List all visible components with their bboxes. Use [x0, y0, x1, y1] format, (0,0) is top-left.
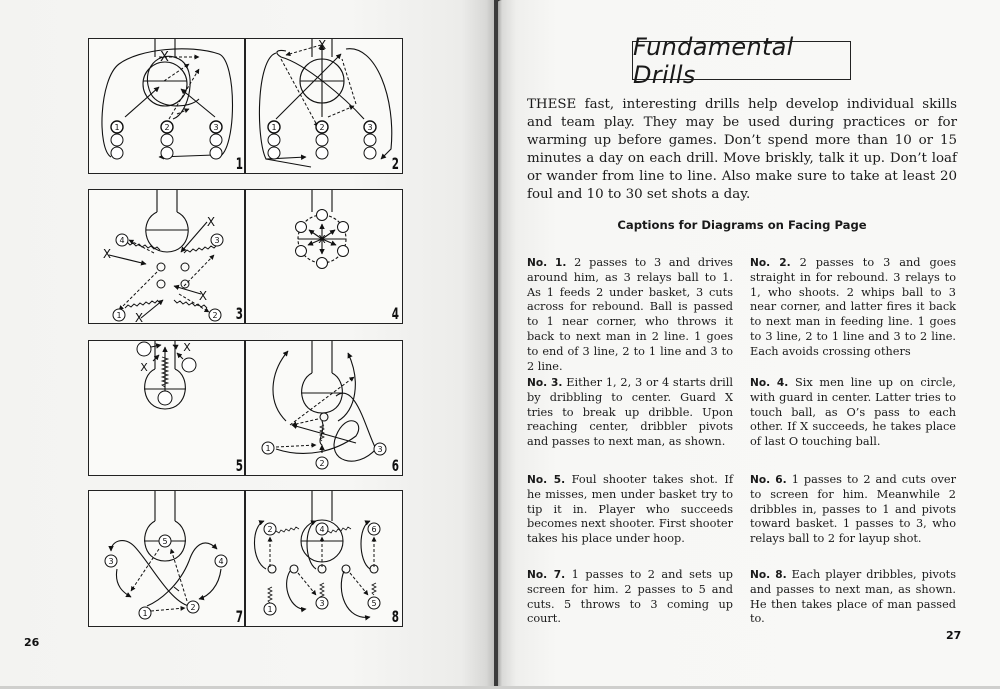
player-3: 3 — [367, 123, 373, 132]
player-2: 2 — [190, 603, 196, 612]
player-3: 3 — [377, 445, 383, 454]
caption-6 — [750, 473, 956, 547]
defender-x: X — [140, 361, 148, 374]
diagram-row-2 — [88, 189, 403, 324]
caption-text: Foul shooter takes shot. If he misses, men under basket try to tip it in. Player who succeeds becomes next shooter. First shooter takes his place under hoop. — [527, 473, 733, 546]
diagram-3-drawing — [89, 190, 245, 323]
diagram-6 — [246, 341, 402, 475]
diagram-4-drawing — [246, 190, 402, 323]
player-3: 3 — [108, 557, 114, 566]
caption-text: 1 passes to 2 and cuts over to screen for him. Meanwhile 2 dribbles in, passes to 1 and pivots toward basket. 1 passes to 3, who relays ball to 2 for layup shot. — [750, 473, 956, 546]
caption-label: No. 5. — [527, 474, 566, 486]
player-3: 3 — [319, 599, 325, 608]
diagram-number: 4 — [391, 304, 399, 323]
caption-4 — [750, 376, 956, 450]
diagram-7 — [89, 491, 245, 626]
diagram-5-drawing — [89, 341, 245, 475]
title-box — [632, 32, 851, 89]
player-1: 1 — [142, 609, 148, 618]
diagram-7-drawing — [89, 491, 245, 626]
player-3: 3 — [214, 236, 220, 245]
caption-text: 2 passes to 3 and drives around him, as 3 relays ball to 1. As 1 feeds 2 under basket, 3 cuts across for rebound. Ball is passed to 1 near corner, who throws it back to next man in 2 line. 1 goes to end of 3 line, 2 to 1 line and 3 to 2 line. — [527, 256, 733, 373]
diagram-number: 7 — [235, 607, 243, 626]
caption-2 — [750, 256, 956, 360]
defender-x: X — [183, 341, 191, 354]
defender-x: X — [102, 247, 112, 261]
player-2: 2 — [319, 123, 325, 132]
caption-label: No. 4. — [750, 377, 789, 389]
player-1: 1 — [116, 311, 122, 320]
caption-label: No. 8. — [750, 569, 787, 581]
caption-text: 1 passes to 2 and sets up screen for him. 2 passes to 5 and cuts. 5 throws to 3 coming up court. — [527, 568, 733, 626]
defender-x: X — [160, 50, 169, 65]
defender-x: X — [318, 39, 327, 52]
diagram-8-drawing — [246, 491, 402, 626]
diagram-row-3 — [88, 340, 403, 476]
player-2: 2 — [212, 311, 218, 320]
player-1: 1 — [265, 444, 271, 453]
player-3: 3 — [213, 123, 219, 132]
caption-8 — [750, 568, 956, 627]
diagram-number: 6 — [391, 456, 399, 475]
caption-label: No. 2. — [750, 257, 791, 269]
defender-x: X — [198, 289, 208, 303]
caption-text: 2 passes to 3 and goes straight in for rebound. 3 relays to 1, who shoots. 2 whips ball to 3 near corner, and latter fires it back to next man in feeding line. 1 goes to 3 line, 2 to 1 line and 3 to 2 line. Each avoids crossing others — [750, 256, 956, 358]
page-title: Fundamental Drills — [633, 32, 794, 89]
player-2: 2 — [267, 525, 273, 534]
player-1: 1 — [271, 123, 277, 132]
caption-text: Either 1, 2, 3 or 4 starts drill by dribbling to center. Guard X tries to break up dribble. Upon reaching center, dribbler pivots and passes to next man, as shown. — [527, 376, 733, 449]
diagram-number: 3 — [235, 304, 243, 323]
player-5: 5 — [162, 537, 168, 546]
caption-label: No. 6. — [750, 474, 787, 486]
diagram-row-4 — [88, 490, 403, 627]
player-1: 1 — [267, 605, 273, 614]
caption-7 — [527, 568, 733, 627]
book-spine — [494, 0, 498, 689]
caption-text: Six men line up on circle, with guard in center. Latter tries to touch ball, as O’s pass to each other. If X succeeds, he takes place of last O touching ball. — [750, 376, 956, 449]
caption-label: No. 3. — [527, 377, 563, 389]
diagram-8 — [246, 491, 402, 626]
player-6: 6 — [371, 525, 377, 534]
diagram-number: 8 — [391, 607, 399, 626]
defender-x: X — [318, 233, 326, 246]
diagram-1 — [89, 39, 245, 173]
intro-paragraph: THESE fast, interesting drills help develop individual skills and team play. They may be used during practices or for warming up before games. Don’t spend more than 10 or 15 minutes a day on each drill. Move briskly, talk it up. Don’t loaf or wander from line to line. Also make sure to take at least 20 foul and 10 to 30 set shots a day. — [527, 97, 957, 202]
caption-5 — [527, 473, 733, 547]
diagram-2-drawing — [246, 39, 402, 173]
caption-label: No. 7. — [527, 569, 566, 581]
diagram-number: 5 — [235, 456, 243, 475]
caption-label: No. 1. — [527, 257, 567, 269]
diagram-number: 2 — [391, 154, 399, 173]
caption-1 — [527, 256, 733, 374]
captions-heading: Captions for Diagrams on Facing Page — [617, 218, 867, 232]
right-page-number: 27 — [946, 629, 962, 642]
diagram-number: 1 — [235, 154, 243, 173]
defender-x: X — [134, 311, 144, 323]
left-page-number: 26 — [24, 636, 40, 649]
player-2: 2 — [164, 123, 170, 132]
player-4: 4 — [319, 525, 325, 534]
diagram-5 — [89, 341, 245, 475]
player-4: 4 — [119, 236, 125, 245]
diagram-3 — [89, 190, 245, 323]
caption-text: Each player dribbles, pivots and passes to next man, as shown. He then takes place of man passed to. — [750, 568, 957, 626]
player-4: 4 — [218, 557, 224, 566]
player-1: 1 — [114, 123, 120, 132]
player-5: 5 — [371, 599, 377, 608]
diagram-1-drawing — [89, 39, 245, 173]
diagram-2 — [246, 39, 402, 173]
diagram-4 — [246, 190, 402, 323]
diagram-row-1 — [88, 38, 403, 174]
diagram-6-drawing — [246, 341, 402, 475]
caption-3 — [527, 376, 733, 450]
defender-x: X — [206, 215, 216, 229]
player-2: 2 — [319, 459, 325, 468]
